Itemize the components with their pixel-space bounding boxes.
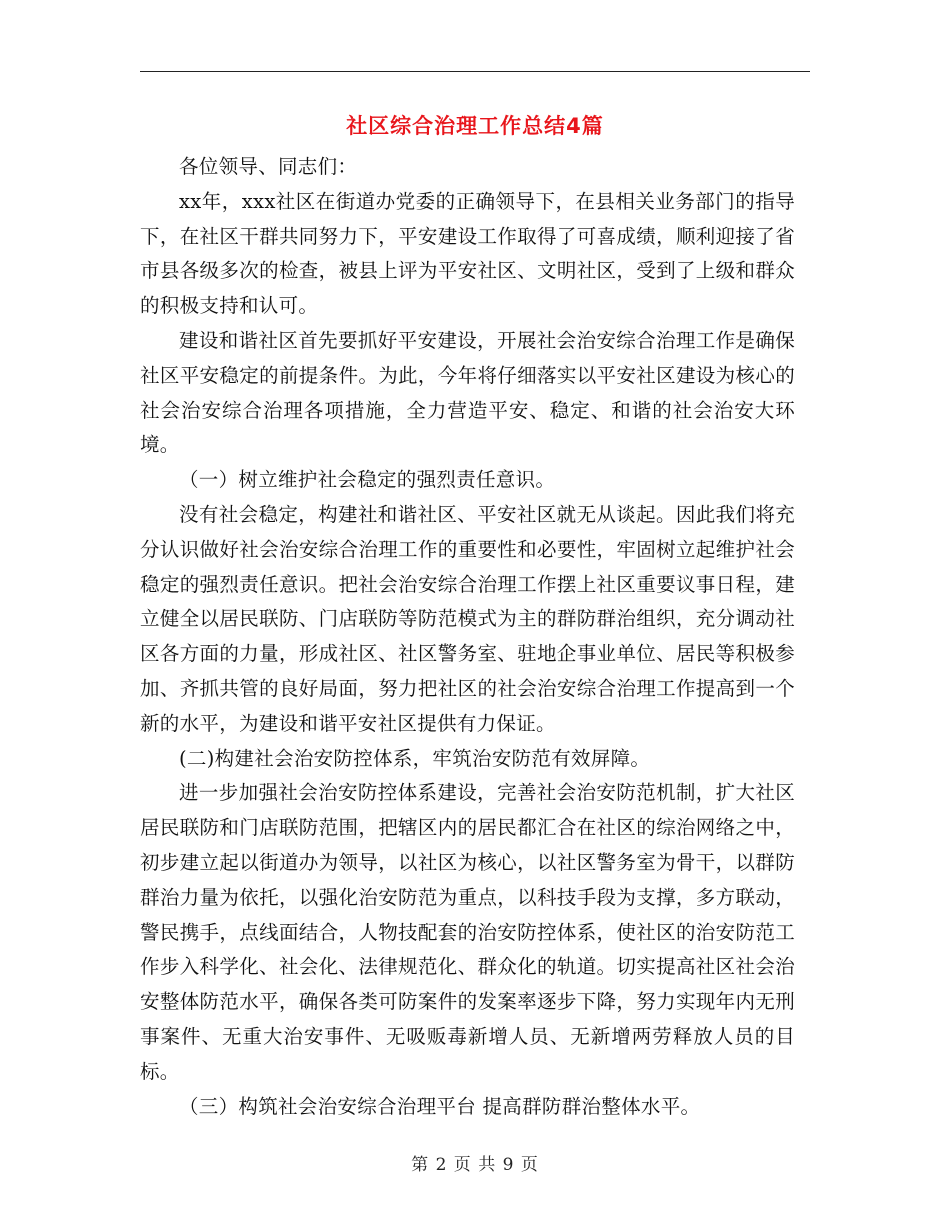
section-body-2: 进一步加强社会治安防控体系建设，完善社会治安防范机制，扩大社区居民联防和门店联防范围，把辖区内的居民都汇合在社区的综治网络之中，初步建立起以街道办为领导，以社区为核心，以社区警务室为骨干，以群防群治力量为依托，以强化治安防范为重点，以科技手段为支撑，多方联动，警民携手，点线面结合，人物技配套的治安防控体系，使社区的治安防范工作步入科学化、社会化、法律规范化、群众化的轨道。切实提高社区社会治安整体防范水平，确保各类可防案件的发案率逐步下降，努力实现年内无刑事案件、无重大治安事件、无吸贩毒新增人员、无新增两劳释放人员的目标。 — [140, 781, 795, 1083]
section-body-1: 没有社会稳定，构建社和谐社区、平安社区就无从谈起。因此我们将充分认识做好社会治安综合治理工作的重要性和必要性，牢固树立起维护社会稳定的强烈责任意识。把社会治安综合治理工作摆上社区重要议事日程，建立健全以居民联防、门店联防等防范模式为主的群防群治组织，充分调动社区各方面的力量，形成社区、社区警务室、驻地企事业单位、居民等积极参加、齐抓共管的良好局面，努力把社区的社会治安综合治理工作提高到一个新的水平，为建设和谐平安社区提供有力保证。 — [140, 502, 795, 735]
section-heading-2: (二)构建社会治安防控体系，牢筑治安防范有效屏障。 — [179, 746, 651, 770]
salutation-paragraph: 各位领导、同志们： — [179, 155, 358, 178]
page-number-footer: 第 2 页 共 9 页 — [411, 1155, 539, 1175]
intro-paragraph: xx年，xxx社区在街道办党委的正确领导下，在县相关业务部门的指导下，在社区干群共同努力下，平安建设工作取得了可喜成绩，顺利迎接了省市县各级多次的检查，被县上评为平安社区、文明社区，受到了上级和群众的积极支持和认可。 — [140, 189, 795, 318]
header-rule — [140, 71, 810, 72]
overview-paragraph: 建设和谐社区首先要抓好平安建设，开展社会治安综合治理工作是确保社区平安稳定的前提条件。为此，今年将仔细落实以平安社区建设为核心的社会治安综合治理各项措施，全力营造平安、稳定、和谐的社会治安大环境。 — [140, 328, 795, 457]
section-heading-3: （三）构筑社会治安综合治理平台 提高群防群治整体水平。 — [179, 1094, 701, 1118]
document-title: 社区综合治理工作总结4篇 — [346, 114, 604, 138]
document-body — [140, 150, 795, 1124]
section-heading-1: （一）树立维护社会稳定的强烈责任意识。 — [179, 468, 556, 492]
